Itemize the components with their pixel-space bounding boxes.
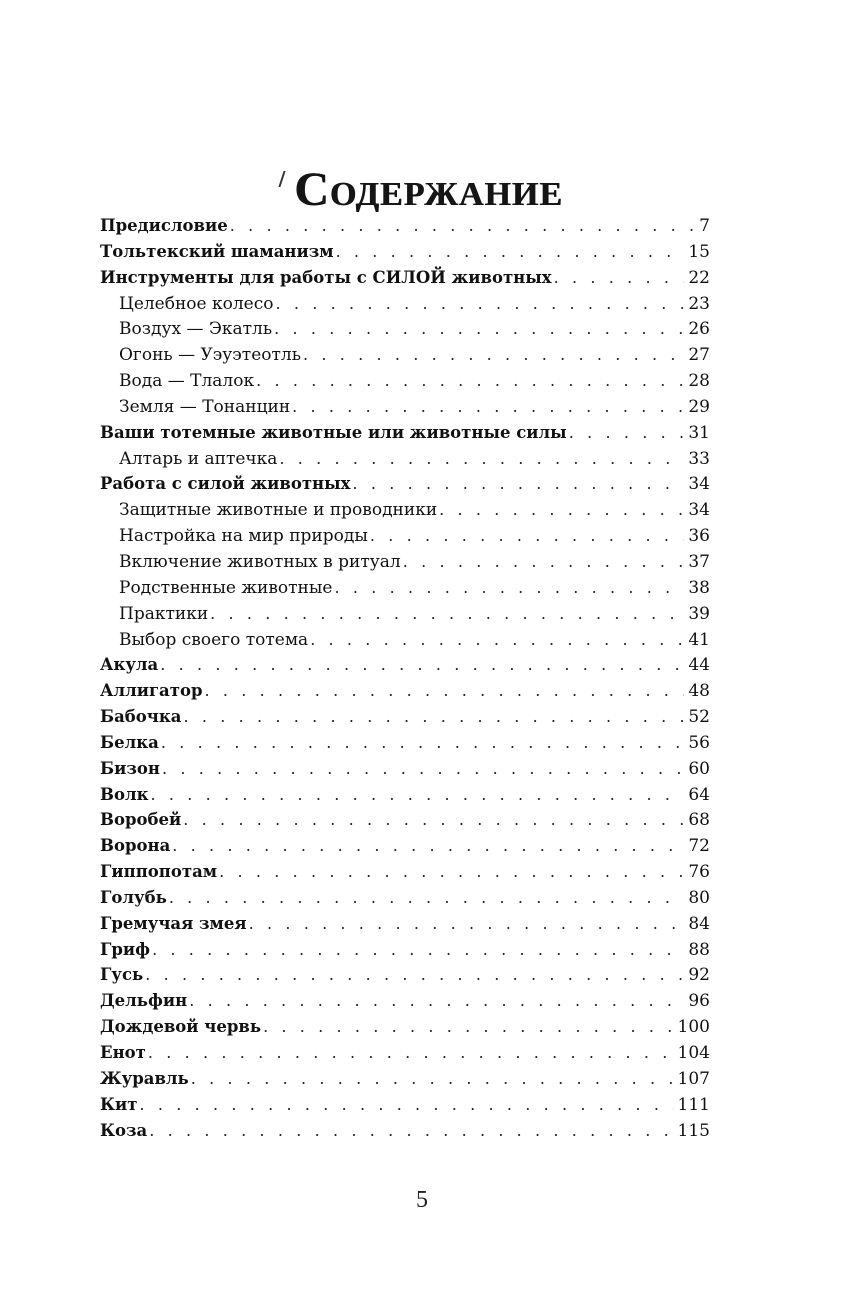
toc-entry-title: Выбор своего тотема xyxy=(119,629,309,650)
toc-dot-leader xyxy=(145,962,684,988)
toc-entry-title: Волк xyxy=(100,784,149,804)
toc-dot-leader xyxy=(256,368,684,394)
toc-dot-leader xyxy=(303,342,684,368)
toc-entry-page: 44 xyxy=(688,655,710,676)
toc-entry-title: Ваши тотемные животные или животные силы xyxy=(100,422,567,442)
toc-entry[interactable] xyxy=(100,471,710,497)
toc-entry[interactable] xyxy=(100,446,710,472)
toc-entry-title: Воробей xyxy=(100,810,182,830)
toc-entry-title: Защитные животные и проводники xyxy=(119,500,438,521)
toc-entry-page: 26 xyxy=(688,319,710,340)
toc-dot-leader xyxy=(310,627,684,653)
toc-entry-page: 36 xyxy=(688,526,710,547)
toc-entry-page: 22 xyxy=(688,267,710,288)
toc-entry-page: 76 xyxy=(688,862,710,883)
toc-entry[interactable] xyxy=(100,368,710,394)
toc-entry[interactable] xyxy=(100,859,710,885)
toc-entry-page: 84 xyxy=(688,913,710,934)
toc-entry-title: Алтарь и аптечка xyxy=(119,448,278,469)
toc-dot-leader xyxy=(569,420,685,446)
toc-dot-leader xyxy=(151,782,685,808)
toc-entry[interactable] xyxy=(100,833,710,859)
toc-dot-leader xyxy=(219,859,684,885)
toc-entry-title: Предисловие xyxy=(100,216,228,235)
toc-entry[interactable] xyxy=(100,601,710,627)
toc-entry-title: Дельфин xyxy=(100,991,188,1011)
toc-dot-leader xyxy=(274,316,684,342)
toc-entry[interactable] xyxy=(100,1066,710,1092)
toc-entry-title: Журавль xyxy=(100,1068,189,1088)
toc-entry-title: Гриф xyxy=(100,939,151,959)
toc-entry-title: Коза xyxy=(100,1120,148,1140)
toc-entry-page: 92 xyxy=(688,965,710,986)
toc-dot-leader xyxy=(336,239,685,265)
table-of-contents xyxy=(100,213,710,1143)
toc-entry-title: Бизон xyxy=(100,758,160,778)
toc-entry[interactable] xyxy=(100,213,710,239)
toc-entry[interactable] xyxy=(100,704,710,730)
toc-entry-title: Белка xyxy=(100,732,159,752)
toc-entry[interactable] xyxy=(100,962,710,988)
toc-dot-leader xyxy=(162,756,684,782)
toc-entry[interactable] xyxy=(100,937,710,963)
toc-entry-title: Гремучая змея xyxy=(100,913,247,933)
toc-entry-title: Гиппопотам xyxy=(100,862,218,882)
toc-entry-page: 29 xyxy=(688,396,710,417)
toc-entry-title: Земля — Тонанцин xyxy=(119,396,291,417)
toc-entry[interactable] xyxy=(100,782,710,808)
toc-entry[interactable] xyxy=(100,678,710,704)
toc-entry[interactable] xyxy=(100,575,710,601)
toc-entry[interactable] xyxy=(100,911,710,937)
toc-dot-leader xyxy=(292,394,684,420)
toc-entry-page: 28 xyxy=(688,371,710,392)
toc-dot-leader xyxy=(210,601,684,627)
toc-dot-leader xyxy=(439,497,684,523)
toc-entry[interactable] xyxy=(100,523,710,549)
toc-entry[interactable] xyxy=(100,239,710,265)
toc-entry[interactable] xyxy=(100,730,710,756)
toc-entry-page: 72 xyxy=(688,836,710,857)
toc-entry[interactable] xyxy=(100,316,710,342)
toc-entry-title: Родственные животные xyxy=(119,577,333,598)
toc-entry-page: 56 xyxy=(688,732,710,753)
toc-entry-title: Бабочка xyxy=(100,707,182,727)
toc-entry-title: Практики xyxy=(119,603,209,624)
toc-entry[interactable] xyxy=(100,497,710,523)
toc-entry-title: Воздух — Экатль xyxy=(119,319,273,340)
toc-entry-title: Огонь — Уэуэтеотль xyxy=(119,345,301,366)
toc-dot-leader xyxy=(184,704,685,730)
toc-dot-leader xyxy=(276,291,685,317)
toc-dot-leader xyxy=(169,885,685,911)
toc-entry-page: 60 xyxy=(688,758,710,779)
toc-dot-leader xyxy=(279,446,684,472)
toc-entry-page: 115 xyxy=(677,1120,710,1141)
toc-dot-leader xyxy=(230,213,695,239)
page-title xyxy=(0,160,844,220)
toc-entry-page: 52 xyxy=(688,707,710,728)
toc-dot-leader xyxy=(149,1118,673,1144)
toc-entry-page: 104 xyxy=(677,1043,710,1063)
toc-entry[interactable] xyxy=(100,1040,710,1066)
toc-entry-page: 100 xyxy=(677,1017,710,1038)
toc-entry-page: 23 xyxy=(688,293,710,314)
toc-entry[interactable] xyxy=(100,1092,710,1118)
toc-dot-leader xyxy=(334,575,684,601)
toc-entry-title: Енот xyxy=(100,1043,146,1062)
toc-entry-title: Инструменты для работы с СИЛОЙ животных xyxy=(100,267,552,287)
toc-entry-title: Акула xyxy=(100,655,159,675)
toc-dot-leader xyxy=(403,549,685,575)
page-number: 5 xyxy=(416,1187,428,1213)
toc-entry-title: Гусь xyxy=(100,965,144,985)
toc-dot-leader xyxy=(370,523,684,549)
toc-dot-leader xyxy=(554,265,685,291)
toc-entry-title: Настройка на мир природы xyxy=(119,526,368,547)
toc-entry-page: 31 xyxy=(688,422,710,443)
toc-entry-page: 41 xyxy=(688,629,710,650)
toc-dot-leader xyxy=(205,678,685,704)
toc-entry-page: 7 xyxy=(699,216,710,236)
toc-entry-page: 34 xyxy=(688,500,710,521)
toc-entry[interactable] xyxy=(100,652,710,678)
toc-entry[interactable] xyxy=(100,265,710,291)
toc-entry-title: Дождевой червь xyxy=(100,1017,262,1037)
toc-dot-leader xyxy=(148,1040,674,1066)
toc-dot-leader xyxy=(160,652,684,678)
toc-entry-page: 68 xyxy=(688,810,710,831)
toc-entry-title: Кит xyxy=(100,1094,138,1114)
toc-entry-page: 107 xyxy=(677,1068,710,1089)
toc-entry-page: 37 xyxy=(688,551,710,572)
toc-entry-page: 38 xyxy=(688,577,710,598)
toc-entry[interactable] xyxy=(100,342,710,368)
toc-dot-leader xyxy=(139,1092,673,1118)
page-title-text: Содержание xyxy=(294,163,563,217)
toc-entry-page: 111 xyxy=(677,1094,710,1115)
toc-entry-page: 64 xyxy=(688,784,710,805)
toc-dot-leader xyxy=(161,730,685,756)
toc-entry[interactable] xyxy=(100,394,710,420)
toc-entry-page: 27 xyxy=(688,345,710,366)
toc-entry[interactable] xyxy=(100,988,710,1014)
toc-dot-leader xyxy=(172,833,684,859)
toc-entry-title: Ворона xyxy=(100,836,171,856)
toc-entry[interactable] xyxy=(100,756,710,782)
ornament-mark-icon xyxy=(278,171,290,187)
toc-entry[interactable] xyxy=(100,885,710,911)
toc-entry-title: Тольтекский шаманизм xyxy=(100,241,334,261)
toc-entry-page: 96 xyxy=(688,991,710,1012)
toc-entry[interactable] xyxy=(100,1014,710,1040)
toc-entry-page: 48 xyxy=(688,681,710,702)
toc-entry[interactable] xyxy=(100,807,710,833)
toc-entry-page: 39 xyxy=(688,603,710,624)
toc-entry-page: 33 xyxy=(688,448,710,469)
toc-entry-page: 80 xyxy=(688,887,710,908)
toc-entry[interactable] xyxy=(100,420,710,446)
toc-dot-leader xyxy=(152,937,684,963)
toc-entry-title: Включение животных в ритуал xyxy=(119,551,401,572)
toc-dot-leader xyxy=(249,911,685,937)
toc-dot-leader xyxy=(191,1066,674,1092)
toc-dot-leader xyxy=(353,471,685,497)
toc-entry-title: Вода — Тлалок xyxy=(119,371,255,392)
toc-entry-title: Работа с силой животных xyxy=(100,474,351,494)
toc-dot-leader xyxy=(189,988,684,1014)
toc-entry[interactable] xyxy=(100,291,710,317)
toc-entry[interactable] xyxy=(100,549,710,575)
toc-dot-leader xyxy=(263,1014,673,1040)
toc-entry-page: 88 xyxy=(688,939,710,960)
toc-entry-page: 15 xyxy=(688,241,710,262)
toc-entry-title: Аллигатор xyxy=(100,681,203,701)
toc-dot-leader xyxy=(183,807,684,833)
toc-entry[interactable] xyxy=(100,1118,710,1144)
toc-entry-title: Целебное колесо xyxy=(119,293,274,314)
toc-entry-title: Голубь xyxy=(100,887,167,907)
toc-entry-page: 34 xyxy=(688,474,710,495)
toc-entry[interactable] xyxy=(100,627,710,653)
